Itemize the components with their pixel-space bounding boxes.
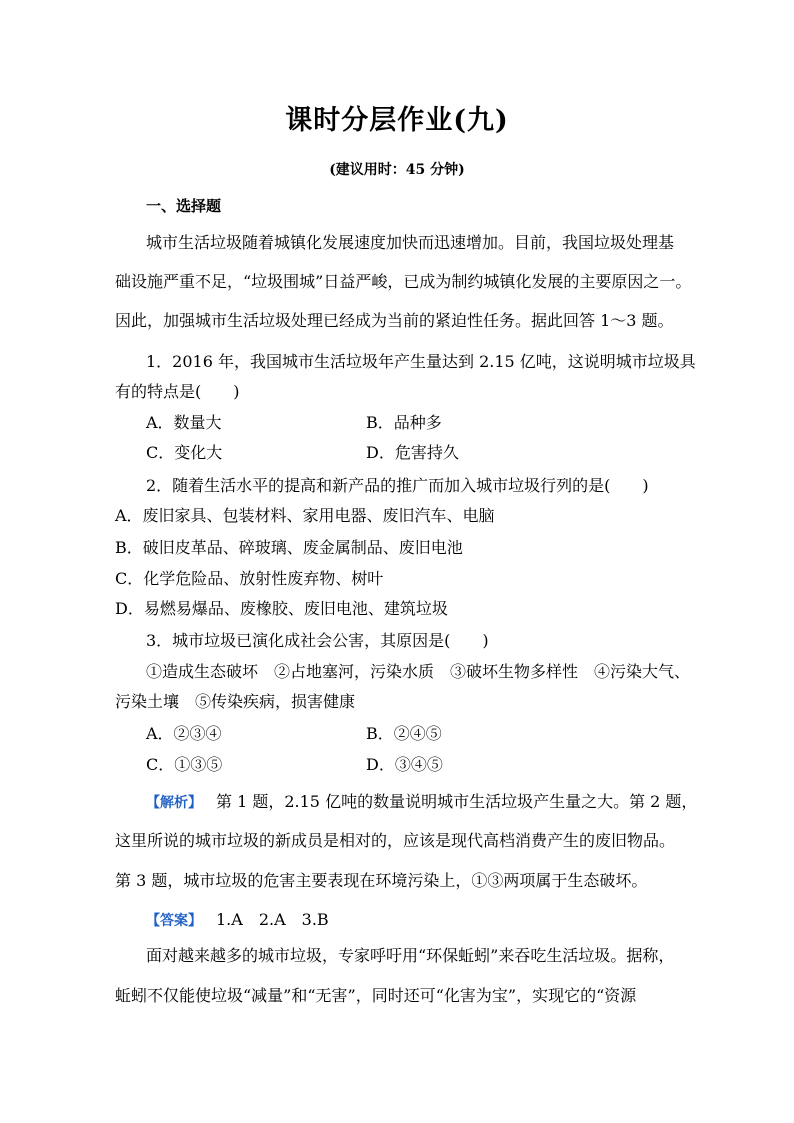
analysis-line-3: 第 3 题，城市垃圾的危害主要表现在环境污染上，①③两项属于生态破坏。: [115, 871, 648, 890]
q3-option-d: D．③④⑤: [366, 755, 443, 774]
q3-option-b: B．②④⑤: [366, 724, 442, 743]
q2-option-c: C．化学危险品、放射性废弃物、树叶: [115, 569, 384, 588]
q2-option-d: D．易燃易爆品、废橡胶、废旧电池、建筑垃圾: [115, 599, 448, 618]
q1-stem-line-1: 1．2016 年，我国城市生活垃圾年产生量达到 2.15 亿吨，这说明城市垃圾具: [146, 352, 696, 371]
q2-option-b: B．破旧皮革品、碎玻璃、废金属制品、废旧电池: [115, 538, 463, 557]
passage2-line-1: 面对越来越多的城市垃圾，专家呼吁用“环保蚯蚓”来吞吃生活垃圾。据称，: [146, 946, 675, 965]
q1-option-b: B．品种多: [366, 413, 442, 432]
answer-text: 1.A 2.A 3.B: [216, 910, 329, 929]
q3-option-a: A．②③④: [146, 724, 222, 743]
q1-option-a: A．数量大: [146, 413, 222, 432]
analysis-text-1: 第 1 题，2.15 亿吨的数量说明城市生活垃圾产生量之大。第 2 题，: [216, 792, 698, 811]
q2-option-a: A．废旧家具、包装材料、家用电器、废旧汽车、电脑: [115, 506, 495, 525]
answer-line: [146, 909, 329, 932]
q1-option-c: C．变化大: [146, 443, 223, 462]
passage1-line-3: 因此，加强城市生活垃圾处理已经成为当前的紧迫性任务。据此回答 1～3 题。: [115, 311, 674, 330]
q3-stem: 3．城市垃圾已演化成社会公害，其原因是( ): [146, 631, 489, 650]
q2-stem: 2．随着生活水平的提高和新产品的推广而加入城市垃圾行列的是( ): [146, 476, 649, 495]
answer-label: 【答案】: [146, 913, 202, 929]
q1-option-d: D．危害持久: [366, 443, 459, 462]
analysis-line-1: [146, 791, 697, 814]
passage1-line-1: 城市生活垃圾随着城镇化发展速度加快而迅速增加。目前，我国垃圾处理基: [146, 233, 675, 252]
q1-stem-line-2: 有的特点是( ): [115, 382, 240, 401]
passage1-line-2: 础设施严重不足，“垃圾围城”日益严峻，已成为制约城镇化发展的主要原因之一。: [115, 272, 692, 291]
page-title: 课时分层作业(九): [285, 105, 509, 136]
analysis-line-2: 这里所说的城市垃圾的新成员是相对的，应该是现代高档消费产生的废旧物品。: [115, 831, 676, 850]
q3-items-line-1: ①造成生态破坏 ②占地塞河，污染水质 ③破坏生物多样性 ④污染大气、: [146, 662, 691, 681]
q3-items-line-2: 污染土壤 ⑤传染疾病，损害健康: [115, 692, 356, 711]
time-suggestion: (建议用时：45 分钟): [329, 162, 465, 178]
q3-option-c: C．①③⑤: [146, 755, 223, 774]
passage2-line-2: 蚯蚓不仅能使垃圾“减量”和“无害”，同时还可“化害为宝”，实现它的“资源: [115, 986, 637, 1005]
analysis-label: 【解析】: [146, 795, 202, 811]
section-heading: 一、选择题: [146, 197, 222, 215]
